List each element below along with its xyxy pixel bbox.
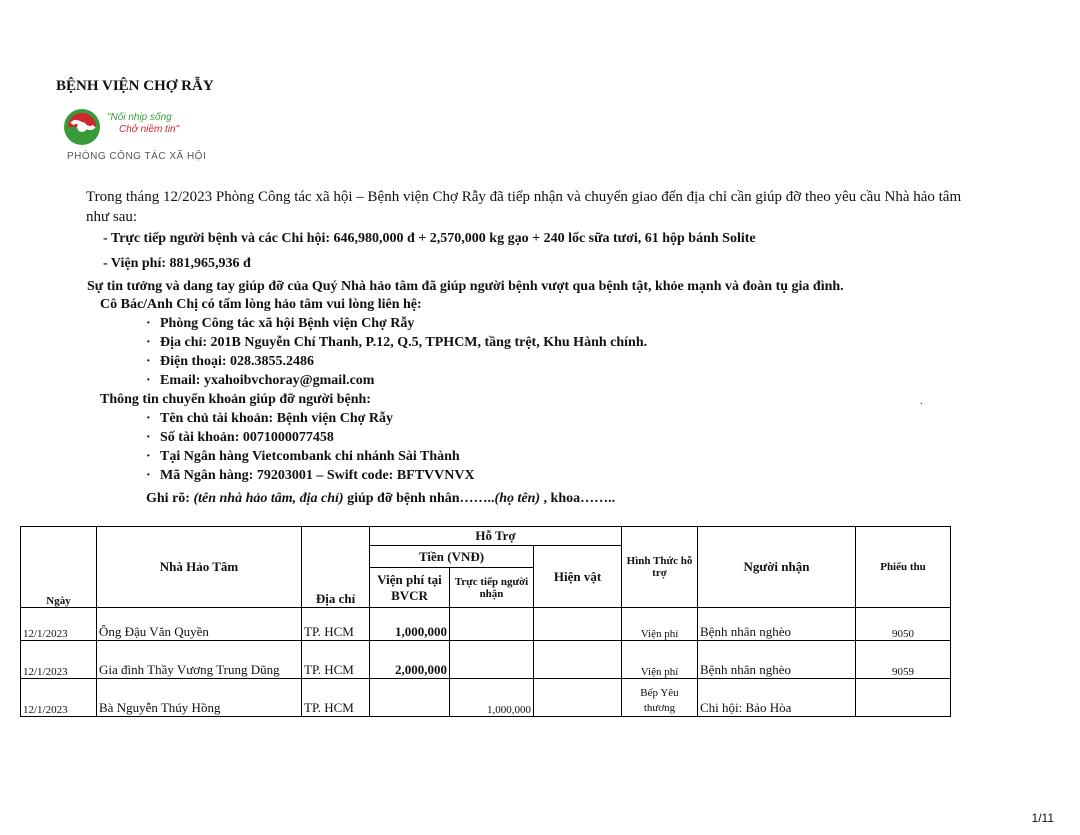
thanks-text: Sự tin tưởng và dang tay giúp đỡ của Quý Nhà hảo tâm đã giúp người bệnh vượt qua bệnh tật, khỏe mạnh và đoàn tụ gia đình. <box>87 279 844 294</box>
note-italic-1: (tên nhà hảo tâm, địa chỉ) <box>193 491 344 506</box>
donation-table <box>20 526 951 717</box>
cell-address: TP. HCM <box>302 679 370 717</box>
cell-direct <box>450 641 534 679</box>
transfer-item-text: Tên chủ tài khoản: Bệnh viện Chợ Rẫy <box>160 411 393 426</box>
bullet-icon: · <box>146 354 151 369</box>
cell-receipt: 9050 <box>856 608 951 641</box>
cell-form: Bếp Yêu thương <box>622 679 698 717</box>
header-support: Hỗ Trợ <box>370 527 622 546</box>
contact-item <box>146 335 647 351</box>
cell-date: 12/1/2023 <box>21 679 97 717</box>
cell-address: TP. HCM <box>302 641 370 679</box>
cell-fee: 2,000,000 <box>370 641 450 679</box>
cell-date: 12/1/2023 <box>21 641 97 679</box>
contact-item <box>146 316 414 332</box>
cell-recipient: Bệnh nhân nghèo <box>698 641 856 679</box>
table-row <box>21 641 951 679</box>
bullet-icon: · <box>146 335 151 350</box>
transfer-item <box>146 468 475 484</box>
cell-in-kind <box>534 641 622 679</box>
header-donor: Nhà Hảo Tâm <box>97 527 302 608</box>
transfer-intro: Thông tin chuyển khoản giúp đỡ người bệnh: <box>100 392 371 407</box>
page-number: 1/11 <box>1031 811 1054 825</box>
cell-donor: Gia đình Thầy Vương Trung Dũng <box>97 641 302 679</box>
cell-fee <box>370 679 450 717</box>
transfer-item <box>146 411 393 427</box>
contact-item-text: Email: yxahoibvchoray@gmail.com <box>160 373 375 388</box>
cell-donor: Ông Đậu Văn Quyền <box>97 608 302 641</box>
bullet-icon: · <box>146 430 151 445</box>
table-row <box>21 608 951 641</box>
contact-item-text: Địa chỉ: 201B Nguyễn Chí Thanh, P.12, Q.5, TPHCM, tầng trệt, Khu Hành chính. <box>160 335 648 350</box>
bullet-icon: · <box>146 373 151 388</box>
cell-form: Viện phí <box>622 608 698 641</box>
note-prefix: Ghi rõ: <box>146 491 194 506</box>
cell-receipt <box>856 679 951 717</box>
header-fee: Viện phí tại BVCR <box>370 568 450 608</box>
note-line <box>146 491 615 507</box>
summary-hospital-fee: - Viện phí: 881,965,936 đ <box>103 256 251 271</box>
cell-date: 12/1/2023 <box>21 608 97 641</box>
slogan-line1: "Nối nhịp sống <box>107 112 172 123</box>
bullet-icon: · <box>146 316 151 331</box>
cell-form: Viện phí <box>622 641 698 679</box>
cell-direct: 1,000,000 <box>450 679 534 717</box>
header-direct: Trực tiếp người nhận <box>450 568 534 608</box>
transfer-item-text: Mã Ngân hàng: 79203001 – Swift code: BFTVVNVX <box>160 468 475 483</box>
hospital-name: BỆNH VIỆN CHỢ RẪY <box>56 78 214 94</box>
cell-recipient: Chi hội: Bảo Hòa <box>698 679 856 717</box>
bullet-icon: · <box>146 411 151 426</box>
contact-intro: Cô Bác/Anh Chị có tấm lòng hảo tâm vui lòng liên hệ: <box>100 297 422 312</box>
cell-direct <box>450 608 534 641</box>
contact-item <box>146 373 374 389</box>
cell-fee: 1,000,000 <box>370 608 450 641</box>
header-money: Tiền (VNĐ) <box>370 546 534 568</box>
cell-in-kind <box>534 679 622 717</box>
contact-item-text: Phòng Công tác xã hội Bệnh viện Chợ Rẫy <box>160 316 415 331</box>
cell-receipt: 9059 <box>856 641 951 679</box>
cell-in-kind <box>534 608 622 641</box>
bullet-icon: · <box>146 449 151 464</box>
transfer-item-text: Số tài khoản: 0071000077458 <box>160 430 334 445</box>
note-middle: giúp đỡ bệnh nhân…….. <box>343 491 495 506</box>
header-form: Hình Thức hỗ trợ <box>622 527 698 608</box>
cell-recipient: Bệnh nhân nghèo <box>698 608 856 641</box>
header-in-kind: Hiện vật <box>534 546 622 608</box>
note-italic-2: (họ tên) <box>494 491 541 506</box>
transfer-item-text: Tại Ngân hàng Vietcombank chi nhánh Sài Thành <box>160 449 460 464</box>
department-caption: PHÒNG CÔNG TÁC XÃ HỘI <box>67 151 207 162</box>
slogan-line2: Chở niềm tin" <box>119 124 180 135</box>
intro-paragraph: Trong tháng 12/2023 Phòng Công tác xã hội – Bệnh viện Chợ Rẫy đã tiếp nhận và chuyển giao đến địa chỉ cần giúp đỡ theo yêu cầu Nhà hảo tâm như sau: <box>86 189 962 225</box>
contact-item <box>146 354 314 370</box>
cell-address: TP. HCM <box>302 608 370 641</box>
bullet-icon: · <box>146 468 151 483</box>
cell-donor: Bà Nguyễn Thúy Hồng <box>97 679 302 717</box>
transfer-item <box>146 449 460 465</box>
stray-dot: . <box>920 396 923 407</box>
summary-direct: - Trực tiếp người bệnh và các Chi hội: 646,980,000 đ + 2,570,000 kg gạo + 240 lốc sữa tươi, 61 hộp bánh Solite <box>103 231 756 246</box>
header-address: Địa chỉ <box>302 527 370 608</box>
transfer-item <box>146 430 334 446</box>
header-date: Ngày <box>21 527 97 608</box>
contact-item-text: Điện thoại: 028.3855.2486 <box>160 354 314 369</box>
header-recipient: Người nhận <box>698 527 856 608</box>
header-receipt: Phiếu thu <box>856 527 951 608</box>
table-row <box>21 679 951 717</box>
note-suffix: , khoa…….. <box>540 491 616 506</box>
